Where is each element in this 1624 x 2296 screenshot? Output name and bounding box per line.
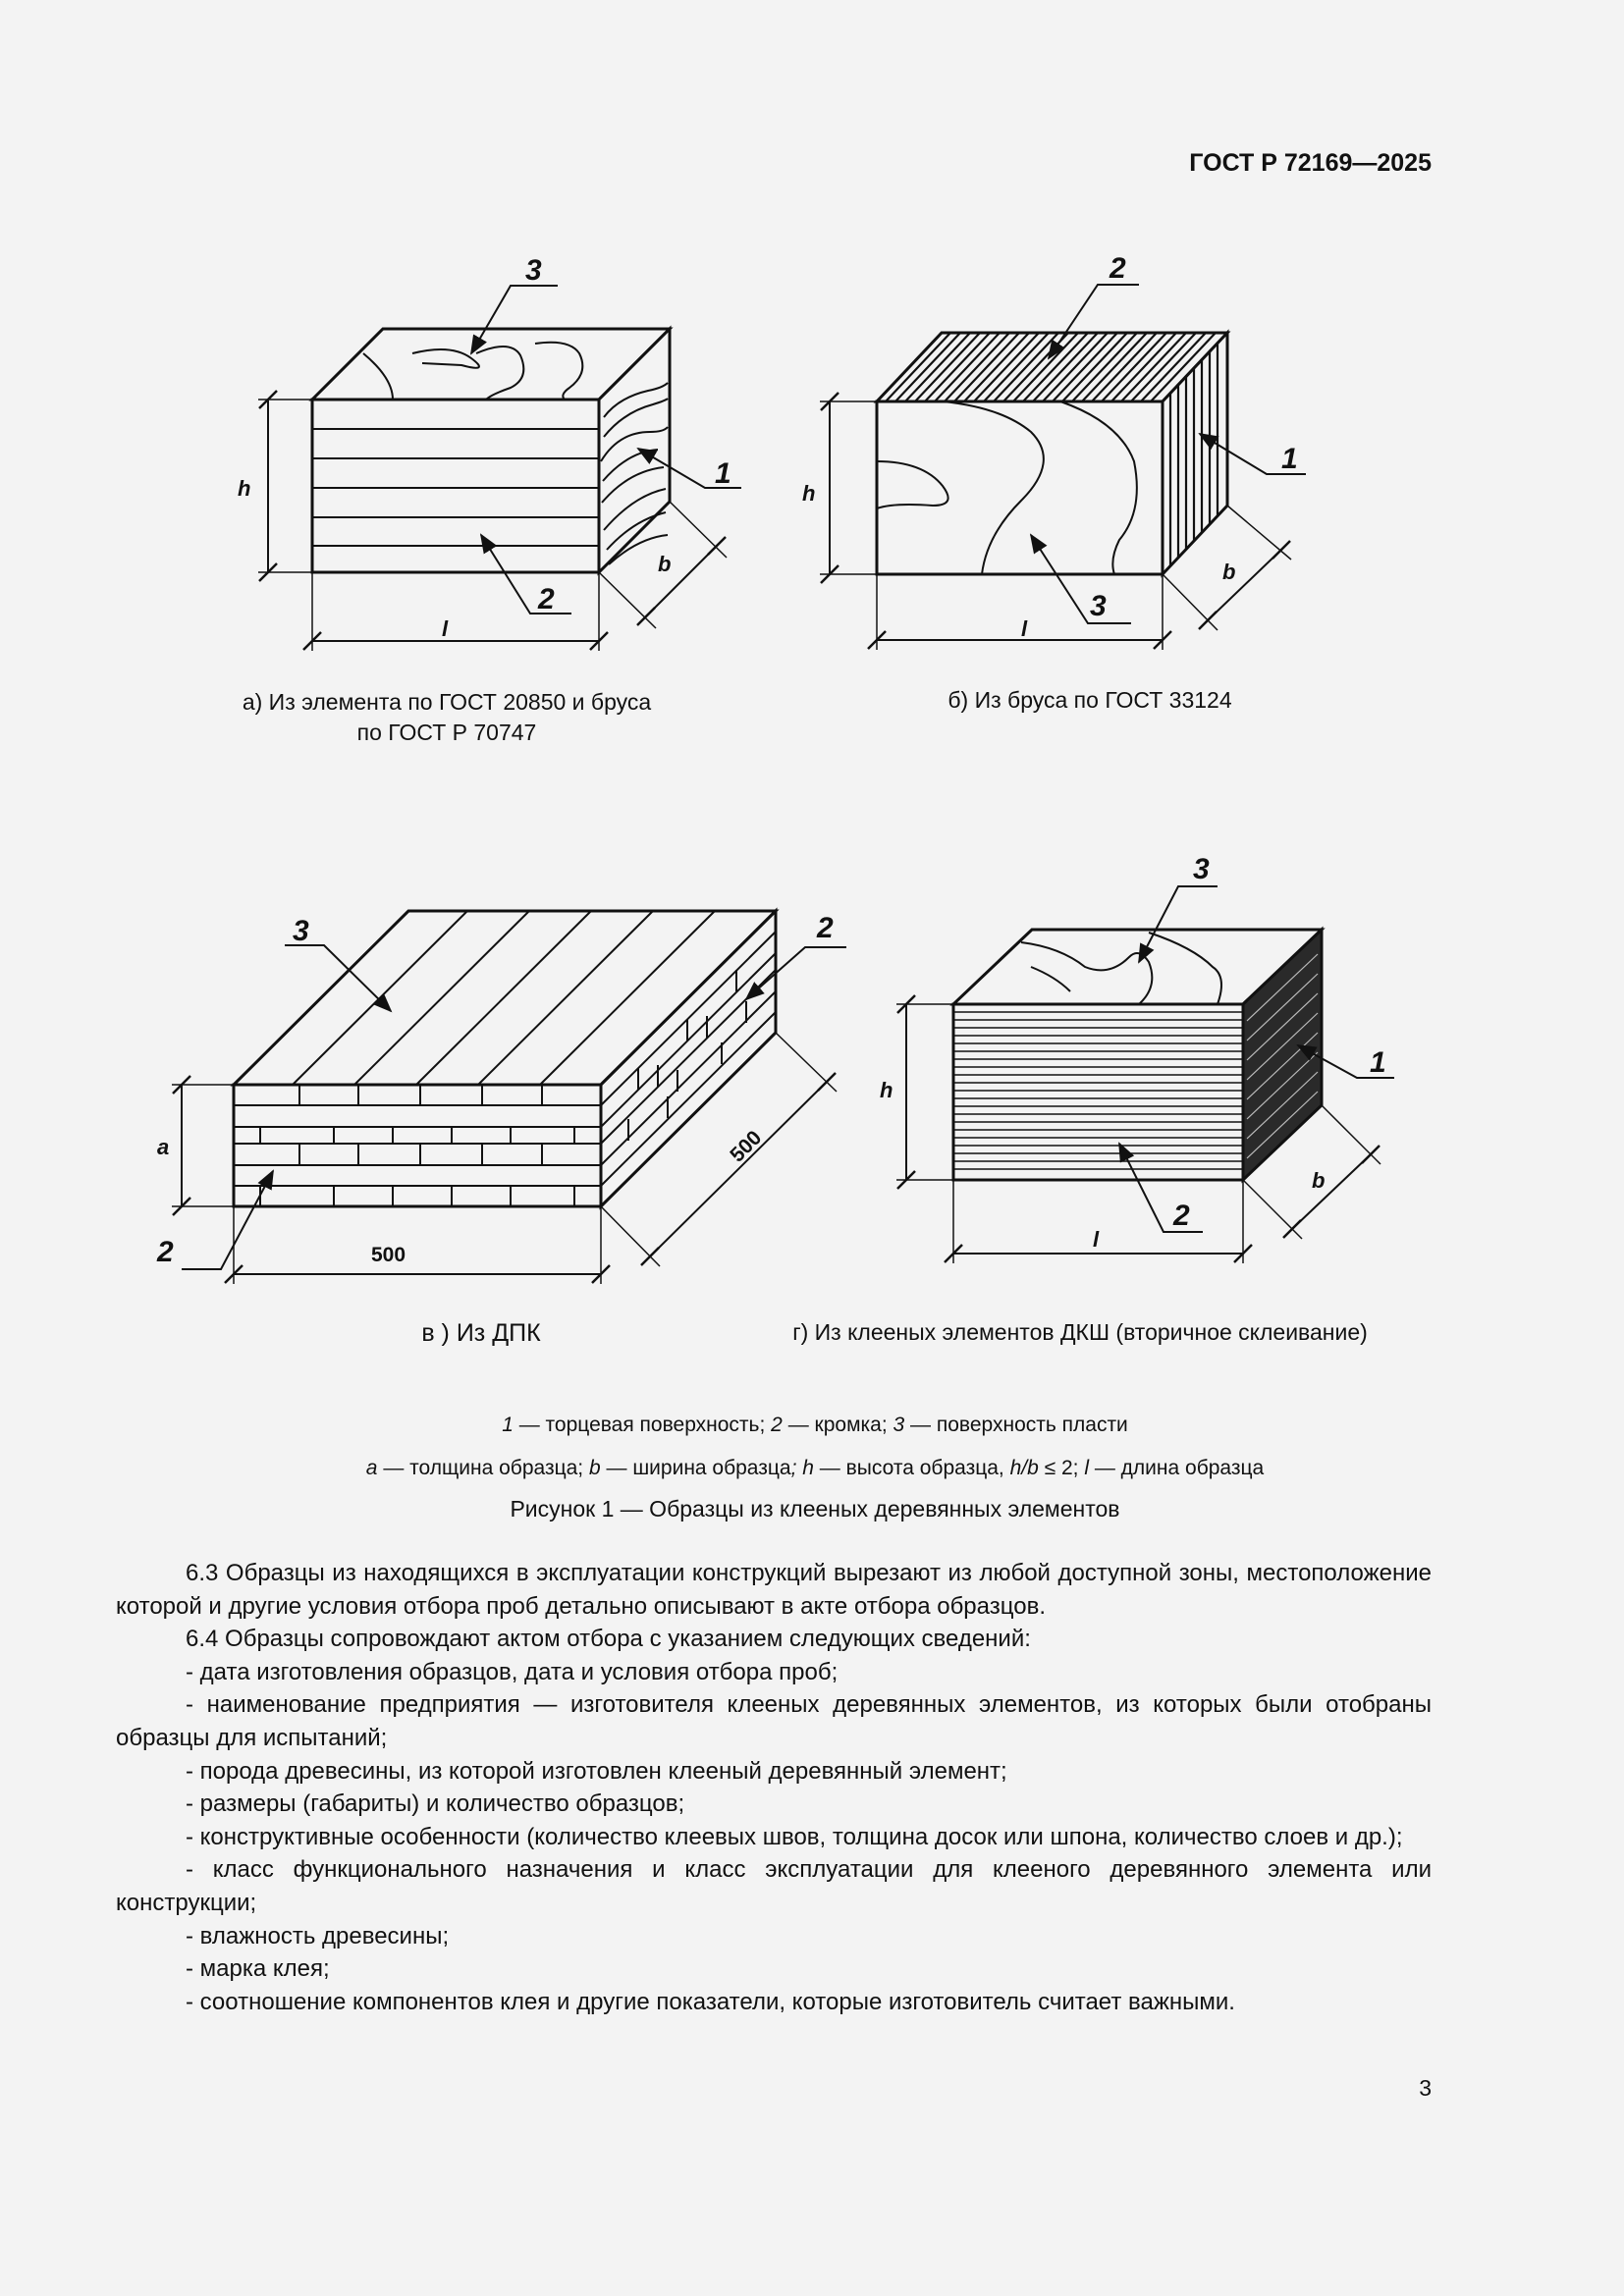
svg-text:l: l [1093, 1227, 1100, 1252]
list-item: - порода древесины, из которой изготовлен клееный деревянный элемент; [186, 1757, 1007, 1785]
caption-c: в ) Из ДПК [421, 1319, 541, 1347]
figure-legend-line-1: 1 — торцевая поверхность; 2 — кромка; 3 — поверхность пласти [502, 1414, 1128, 1436]
svg-text:3: 3 [525, 254, 542, 287]
svg-text:b: b [658, 552, 672, 576]
caption-b: б) Из бруса по ГОСТ 33124 [947, 687, 1232, 713]
caption-a: а) Из элемента по ГОСТ 20850 и бруса по ГОСТ Р 70747 [242, 689, 652, 745]
svg-text:a: a [157, 1135, 170, 1159]
list-item: - дата изготовления образцов, дата и условия отбора проб; [186, 1658, 839, 1685]
svg-text:2: 2 [1173, 1200, 1190, 1232]
svg-text:2: 2 [817, 912, 834, 944]
panel-c-drawing [172, 911, 846, 1284]
svg-text:1: 1 [1370, 1046, 1386, 1079]
svg-text:h: h [238, 476, 251, 501]
svg-text:2: 2 [538, 583, 555, 615]
page-number: 3 [1419, 2075, 1432, 2101]
paragraph: 6.3 Образцы из находящихся в эксплуатации конструкций вырезают из любой доступной зоны, местоположение которой и другие условия отбора проб детально описывают в акте отбора образцов. [116, 1560, 1432, 1620]
svg-text:1: 1 [715, 457, 731, 490]
body-text [116, 1557, 1432, 2018]
document-id: ГОСТ Р 72169—2025 [1189, 149, 1432, 177]
svg-text:3: 3 [293, 915, 309, 947]
list-item: - класс функционального назначения и класс эксплуатации для клееного деревянного элемента или конструкции; [116, 1856, 1432, 1916]
list-item: - влажность древесины; [186, 1922, 450, 1949]
svg-text:3: 3 [1090, 590, 1107, 622]
figure-legend-line-2: a — толщина образца; b — ширина образца; h — высота образца, h/b ≤ 2; l — длина образца [365, 1457, 1265, 1479]
svg-text:1: 1 [1281, 443, 1298, 475]
svg-text:h: h [880, 1078, 893, 1102]
panel-d-drawing [896, 886, 1394, 1263]
svg-text:2: 2 [157, 1236, 174, 1268]
svg-text:b: b [1312, 1168, 1326, 1193]
svg-text:l: l [1021, 616, 1028, 641]
list-item: - марка клея; [186, 1955, 330, 1983]
figure-title: Рисунок 1 — Образцы из клееных деревянных элементов [510, 1496, 1120, 1522]
svg-text:3: 3 [1193, 853, 1210, 885]
svg-text:2: 2 [1110, 252, 1126, 285]
panel-b-drawing [820, 285, 1306, 650]
svg-text:l: l [442, 616, 449, 641]
paragraph: 6.4 Образцы сопровождают актом отбора с указанием следующих сведений: [186, 1626, 1031, 1653]
list-item: - конструктивные особенности (количество клеевых швов, толщина досок или шпона, количество слоев и др.); [186, 1823, 1403, 1850]
list-item: - соотношение компонентов клея и другие показатели, которые изготовитель считает важными. [186, 1988, 1235, 2015]
panel-a-drawing [258, 286, 741, 651]
caption-d: г) Из клееных элементов ДКШ (вторичное склеивание) [792, 1319, 1368, 1345]
list-item: - размеры (габариты) и количество образцов; [186, 1790, 685, 1818]
list-item: - наименование предприятия — изготовителя клееных деревянных элементов, из которых были отобраны образцы для испытаний; [116, 1691, 1432, 1751]
svg-text:b: b [1222, 560, 1236, 584]
svg-text:500: 500 [371, 1244, 406, 1266]
svg-text:h: h [802, 481, 816, 506]
svg-text:500: 500 [726, 1126, 767, 1167]
